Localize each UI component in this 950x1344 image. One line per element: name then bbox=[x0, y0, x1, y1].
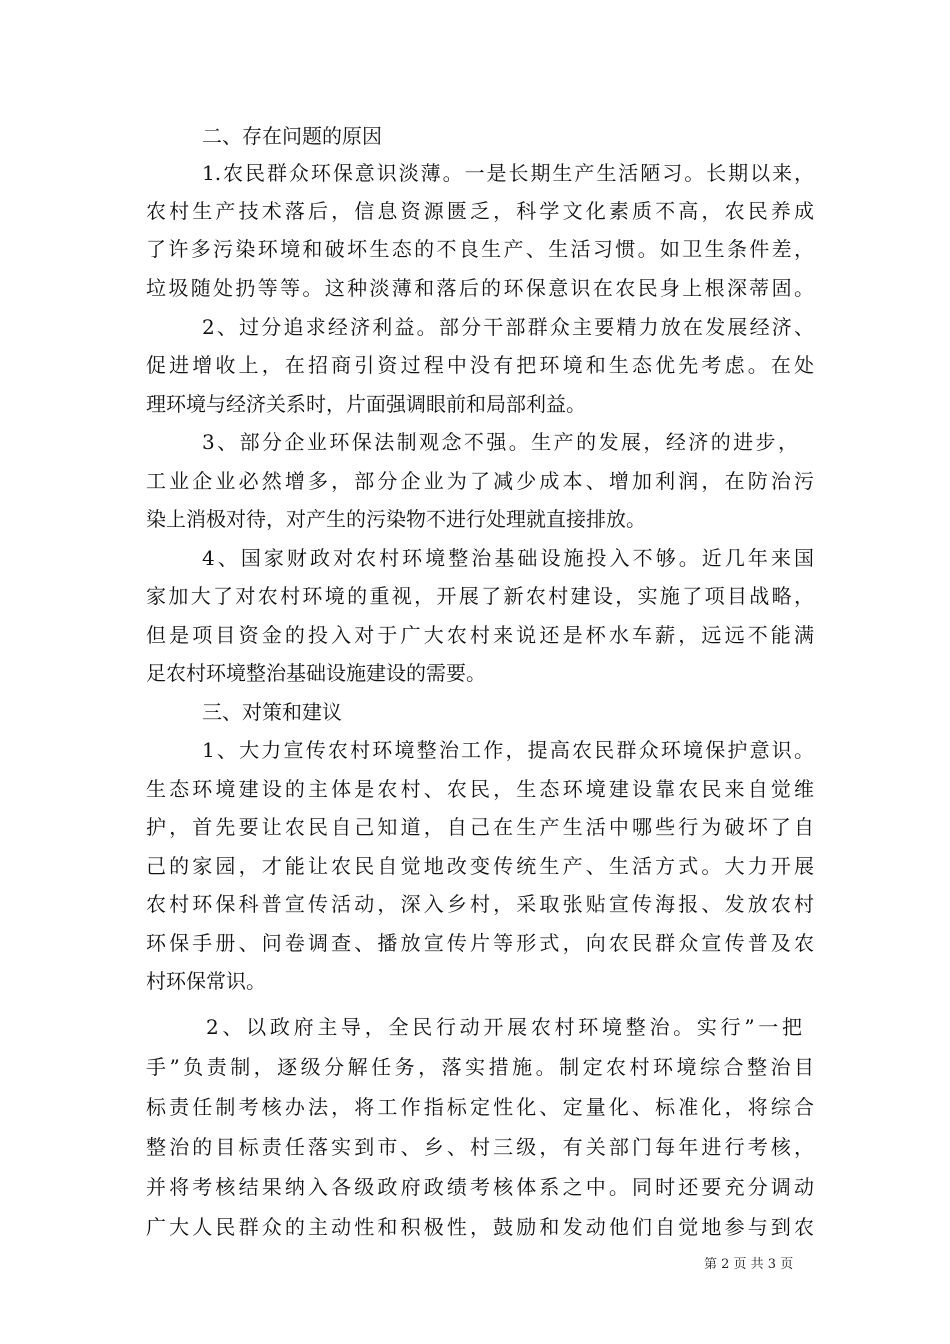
text-line: 工业企业必然增多，部分企业为了减少成本、增加利润，在防治污 bbox=[146, 469, 814, 493]
text-line: 理环境与经济关系时，片面强调眼前和局部利益。 bbox=[146, 392, 586, 416]
text-line: 2、过分追求经济利益。部分干部群众主要精力放在发展经济、 bbox=[202, 315, 814, 339]
section-heading: 二、存在问题的原因 bbox=[202, 124, 382, 148]
text-line: 3、部分企业环保法制观念不强。生产的发展，经济的进步， bbox=[202, 430, 798, 454]
text-line: 广大人民群众的主动性和积极性，鼓励和发动他们自觉地参与到农 bbox=[146, 1215, 814, 1239]
text-line: 整治的目标责任落实到市、乡、村三级，有关部门每年进行考核， bbox=[146, 1135, 814, 1159]
text-line: 手”负责制，逐级分解任务，落实措施。制定农村环境综合整治目 bbox=[146, 1055, 814, 1079]
text-line: 2、以政府主导，全民行动开展农村环境整治。实行”一把 bbox=[206, 1015, 802, 1039]
text-line: 护，首先要让农民自己知道，自己在生产生活中哪些行为破坏了自 bbox=[146, 815, 814, 839]
text-line: 染上消极对待，对产生的污染物不进行处理就直接排放。 bbox=[146, 507, 646, 531]
text-line: 1、大力宣传农村环境整治工作，提高农民群众环境保护意识。 bbox=[202, 738, 814, 762]
text-line: 了许多污染环境和破坏生态的不良生产、生活习惯。如卫生条件差， bbox=[146, 237, 814, 261]
text-line: 己的家园，才能让农民自觉地改变传统生产、生活方式。大力开展 bbox=[146, 854, 814, 878]
text-line: 并将考核结果纳入各级政府政绩考核体系之中。同时还要充分调动 bbox=[146, 1175, 814, 1199]
text-line: 垃圾随处扔等等。这种淡薄和落后的环保意识在农民身上根深蒂固。 bbox=[146, 276, 814, 300]
text-line: 标责任制考核办法，将工作指标定性化、定量化、标准化，将综合 bbox=[146, 1095, 814, 1119]
section-heading: 三、对策和建议 bbox=[202, 700, 342, 724]
text-line: 足农村环境整治基础设施建设的需要。 bbox=[146, 661, 486, 685]
text-line: 村环保常识。 bbox=[146, 969, 266, 993]
page-number: 第 2 页 共 3 页 bbox=[704, 1257, 794, 1272]
text-line: 促进增收上，在招商引资过程中没有把环境和生态优先考虑。在处 bbox=[146, 353, 814, 377]
text-line: 生态环境建设的主体是农村、农民，生态环境建设靠农民来自觉维 bbox=[146, 777, 814, 801]
text-line: 但是项目资金的投入对于广大农村来说还是杯水车薪，远远不能满 bbox=[146, 623, 814, 647]
text-line: 家加大了对农村环境的重视，开展了新农村建设，实施了项目战略， bbox=[146, 584, 814, 608]
text-line: 4、国家财政对农村环境整治基础设施投入不够。近几年来国 bbox=[202, 546, 814, 570]
text-line: 1.农民群众环保意识淡薄。一是长期生产生活陋习。长期以来， bbox=[202, 161, 814, 185]
text-line: 环保手册、问卷调查、播放宣传片等形式，向农民群众宣传普及农 bbox=[146, 931, 814, 955]
text-line: 农村环保科普宣传活动，深入乡村，采取张贴宣传海报、发放农村 bbox=[146, 892, 814, 916]
text-line: 农村生产技术落后，信息资源匮乏，科学文化素质不高，农民养成 bbox=[146, 199, 814, 223]
